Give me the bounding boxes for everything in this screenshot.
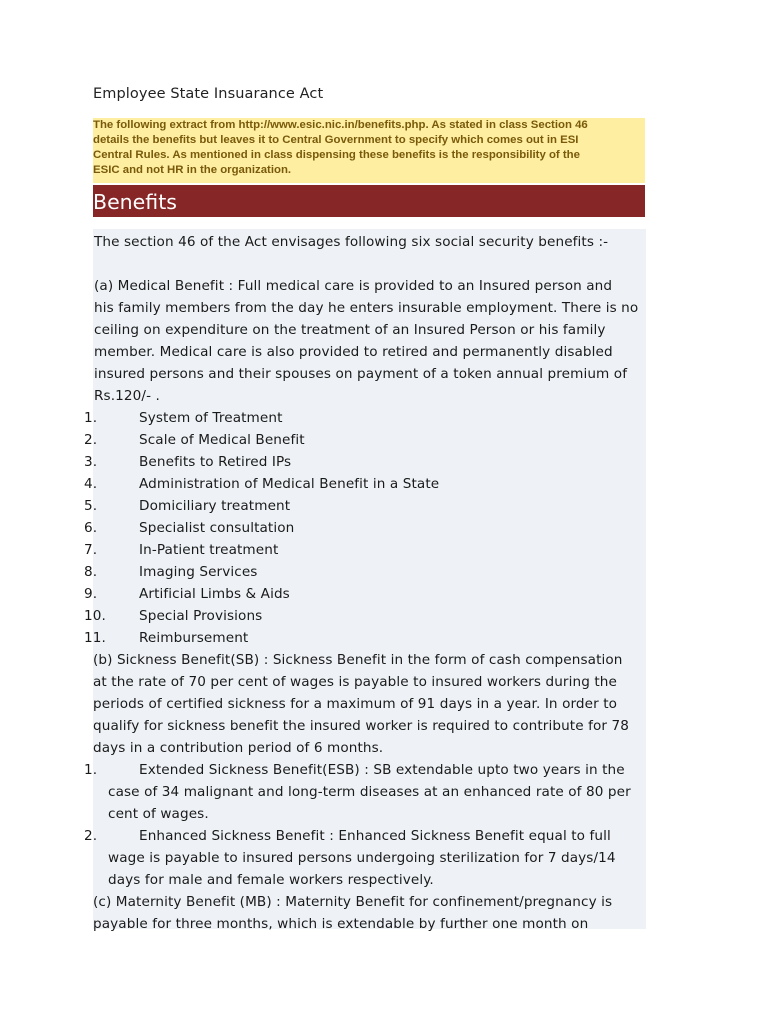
note-line: ESIC and not HR in the organization. [93,164,292,176]
list-number: 3. [84,454,98,470]
maternity-paragraph-line: (c) Maternity Benefit (MB) : Maternity Benefit for confinement/pregnancy is [93,894,613,910]
sickness-paragraph-line: at the rate of 70 per cent of wages is payable to insured workers during the [93,674,617,690]
list-text: Scale of Medical Benefit [139,432,305,448]
list-number: 6. [84,520,98,536]
medical-paragraph-line: ceiling on expenditure on the treatment of an Insured Person or his family [94,322,606,338]
medical-paragraph-line: Rs.120/- . [94,388,160,404]
list-text: Special Provisions [139,608,263,624]
benefits-banner [93,185,645,217]
list-number: 4. [84,476,98,492]
list-text: Administration of Medical Benefit in a State [139,476,440,492]
list-number: 9. [84,586,98,602]
list-number: 7. [84,542,98,558]
list-number: 2. [84,432,98,448]
list-number: 1. [84,762,98,778]
sickness-paragraph-line: days in a contribution period of 6 months. [93,740,384,756]
list-text: In-Patient treatment [139,542,279,558]
list-continuation: days for male and female workers respectively. [108,872,434,888]
list-text: Benefits to Retired IPs [139,454,292,470]
medical-paragraph-line: insured persons and their spouses on payment of a token annual premium of [94,366,628,382]
list-number: 5. [84,498,98,514]
list-text: Imaging Services [139,564,258,580]
intro-text: The section 46 of the Act envisages following six social security benefits :- [94,234,609,250]
sickness-paragraph-line: periods of certified sickness for a maximum of 91 days in a year. In order to [93,696,618,712]
list-number: 2. [84,828,98,844]
list-number: 8. [84,564,98,580]
content-panel [84,229,646,932]
document-title: Employee State Insuarance Act [93,86,324,102]
list-text: Domiciliary treatment [139,498,291,514]
list-text: Specialist consultation [139,520,295,536]
medical-paragraph-line: (a) Medical Benefit : Full medical care is provided to an Insured person and [94,278,613,294]
banner-heading: Benefits [93,190,177,214]
note-line: Central Rules. As mentioned in class dispensing these benefits is the responsibility of the [93,149,580,161]
list-continuation: case of 34 malignant and long-term diseases at an enhanced rate of 80 per [108,784,631,800]
list-text: Artificial Limbs & Aids [139,586,290,602]
medical-paragraph-line: member. Medical care is also provided to retired and permanently disabled [94,344,613,360]
sickness-paragraph-line: qualify for sickness benefit the insured worker is required to contribute for 78 [93,718,630,734]
note-line: The following extract from http://www.esic.nic.in/benefits.php. As stated in class Section 46 [93,119,588,131]
list-number: 10. [84,608,106,624]
list-text: Extended Sickness Benefit(ESB) : SB extendable upto two years in the [139,762,625,778]
source-note [93,118,645,183]
sickness-paragraph-line: (b) Sickness Benefit(SB) : Sickness Benefit in the form of cash compensation [93,652,623,668]
list-text: Enhanced Sickness Benefit : Enhanced Sickness Benefit equal to full [139,828,611,844]
maternity-paragraph-line: payable for three months, which is extendable by further one month on [93,916,589,932]
list-number: 11. [84,630,106,646]
note-line: details the benefits but leaves it to Central Government to specify which comes out in ESI [93,134,579,146]
medical-paragraph-line: his family members from the day he enters insurable employment. There is no [94,300,639,316]
list-number: 1. [84,410,98,426]
list-continuation: wage is payable to insured persons undergoing sterilization for 7 days/14 [108,850,616,866]
list-text: System of Treatment [139,410,283,426]
list-text: Reimbursement [139,630,249,646]
list-continuation: cent of wages. [108,806,209,822]
